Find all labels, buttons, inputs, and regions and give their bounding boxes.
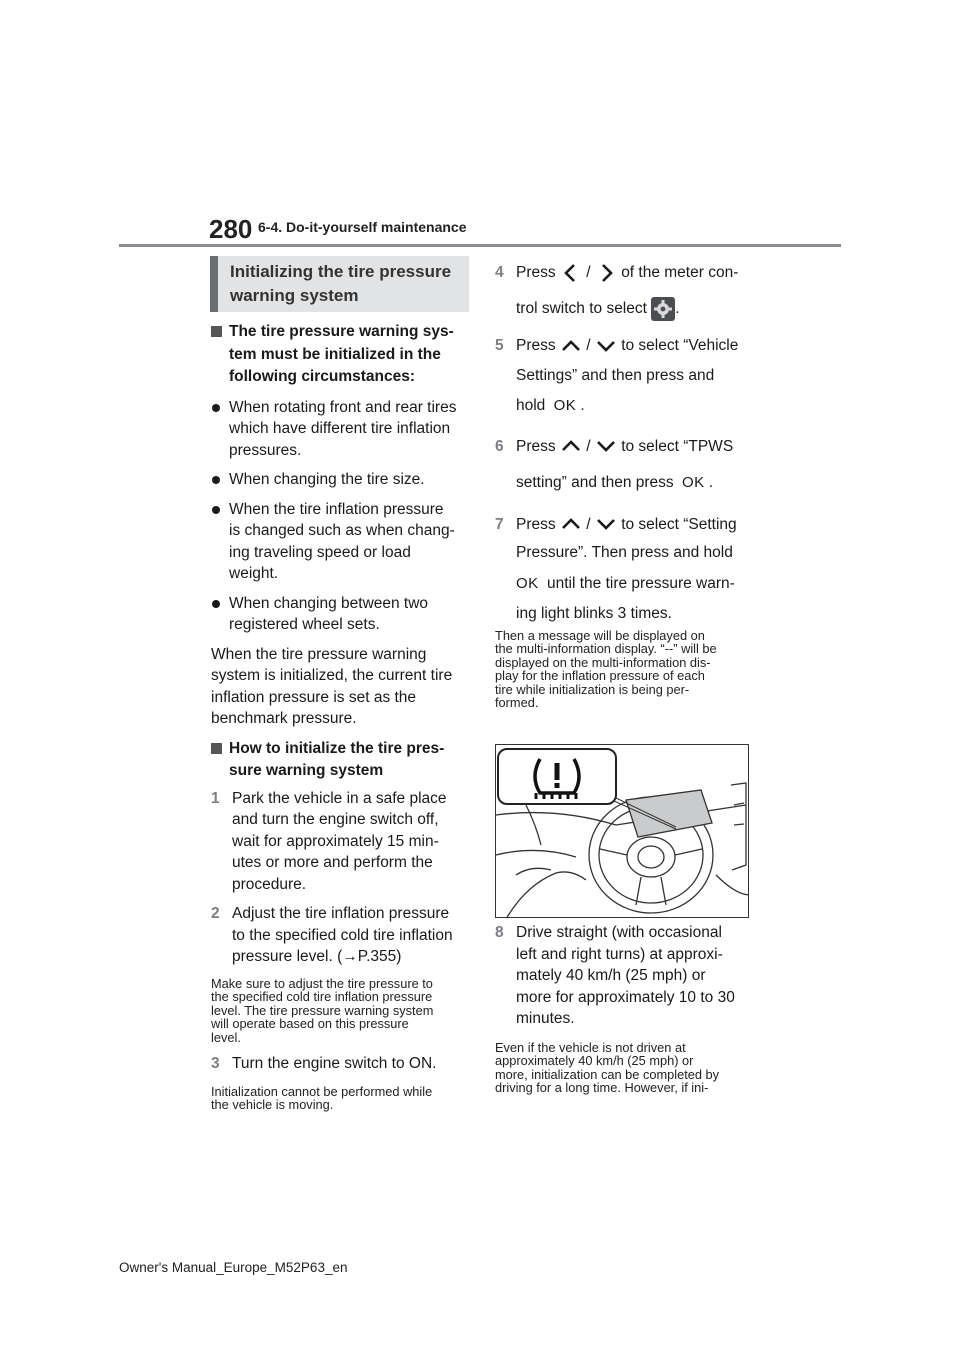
step-number: 5 <box>495 337 504 354</box>
text-fragment: pressure level. ( <box>232 948 343 965</box>
text-line: Adjust the tire inflation pressure <box>232 905 450 922</box>
dashboard-drawing <box>496 745 749 918</box>
text-fragment: trol switch to select <box>516 300 647 318</box>
step-number: 7 <box>495 515 504 533</box>
section-title: 6-4. Do-it-yourself maintenance <box>258 219 467 235</box>
text-line: displayed on the multi-information dis- <box>495 654 711 670</box>
meter-cluster <box>626 790 712 837</box>
text-line: Even if the vehicle is not driven at <box>495 1039 686 1055</box>
text-line <box>516 573 755 595</box>
right-column <box>495 262 755 710</box>
step-6 <box>495 436 755 494</box>
text-line: mately 40 km/h (25 mph) or <box>516 967 706 984</box>
text-fragment: Press <box>516 515 556 533</box>
ok-button-icon: OK <box>682 474 705 491</box>
note-step-3 <box>211 1085 469 1112</box>
text-line: Then a message will be displayed on <box>495 627 705 643</box>
text-fragment: . <box>580 397 585 414</box>
text-line: following circumstances: <box>229 368 416 385</box>
text-line: benchmark pressure. <box>211 710 357 727</box>
text-fragment: Press <box>516 264 556 282</box>
page-number: 280 <box>209 214 253 244</box>
left-column <box>211 321 469 1112</box>
text-fragment: to select “Setting <box>621 515 737 533</box>
text-line: When changing between two <box>229 594 429 612</box>
chevron-right-icon <box>595 262 617 284</box>
text-line: more, initialization can be completed by <box>495 1066 720 1082</box>
arrow-icon: → <box>342 948 358 965</box>
note-step-2 <box>211 977 469 1045</box>
chevron-left-icon <box>560 262 582 284</box>
footer-manual-id: Owner's Manual_Europe_M52P63_en <box>119 1260 348 1275</box>
step-number: 6 <box>495 437 504 455</box>
text-line: When the tire pressure warning <box>211 645 427 663</box>
paragraph <box>211 644 469 730</box>
ok-button-icon: OK <box>516 574 539 592</box>
text-line <box>516 262 755 286</box>
text-line: Park the vehicle in a safe place <box>232 789 447 807</box>
text-fragment: / <box>586 515 591 533</box>
step-3 <box>211 1053 469 1075</box>
note-step-7 <box>495 629 755 710</box>
topic-title-line1: Initializing the tire pressure <box>230 262 452 281</box>
tire-pressure-warning-icon <box>498 749 616 804</box>
text-line: ing traveling speed or load <box>229 543 411 561</box>
text-line: Initialization cannot be performed while <box>211 1083 433 1099</box>
text-fragment: ) <box>396 948 402 965</box>
text-fragment: / <box>586 437 591 455</box>
text-line: Make sure to adjust the tire pressure to <box>211 975 433 991</box>
text-line: is changed such as when chang- <box>229 522 455 539</box>
step-number: 3 <box>211 1055 220 1072</box>
text-fragment: setting” and then press <box>516 474 674 491</box>
step-number: 1 <box>211 789 220 807</box>
text-line: procedure. <box>232 875 307 893</box>
text-fragment: hold <box>516 397 546 414</box>
text-line: utes or more and perform the <box>232 854 433 871</box>
step-number: 8 <box>495 924 504 941</box>
text-line <box>516 472 755 494</box>
step-5 <box>495 335 755 417</box>
chevron-up-icon <box>560 338 582 354</box>
text-line: inflation pressure is set as the <box>211 688 417 706</box>
text-line: more for approximately 10 to 30 <box>516 988 735 1006</box>
text-line: When rotating front and rear tires <box>229 398 457 416</box>
text-fragment: until the tire pressure warn- <box>547 574 735 592</box>
text-fragment: / <box>586 264 591 282</box>
dashboard-illustration <box>495 744 749 918</box>
text-line: Turn the engine switch to ON. <box>232 1055 437 1072</box>
ok-button-icon: OK <box>553 397 577 414</box>
text-line: which have different tire inflation <box>229 420 451 437</box>
text-line <box>516 395 755 417</box>
text-line: minutes. <box>516 1010 575 1027</box>
text-fragment: of the meter con- <box>621 264 739 282</box>
topic-title-box <box>210 256 469 312</box>
step-number: 2 <box>211 905 220 922</box>
text-line <box>516 335 755 357</box>
page-reference-link[interactable]: P.355 <box>357 948 397 965</box>
text-line: When the tire inflation pressure <box>229 500 444 518</box>
subheading-circumstances <box>211 321 469 389</box>
bullet-item <box>211 499 469 585</box>
text-line <box>516 297 755 323</box>
text-line: play for the inflation pressure of each <box>495 668 705 683</box>
text-fragment: / <box>586 337 591 354</box>
text-fragment: Press <box>516 337 556 354</box>
text-fragment: to select “TPWS <box>621 437 734 455</box>
text-line: tire while initialization is being per- <box>495 681 690 697</box>
text-line: level. The tire pressure warning system <box>211 1002 434 1018</box>
text-line: The tire pressure warning sys- <box>229 323 454 340</box>
text-line <box>232 946 469 968</box>
step-7 <box>495 514 755 625</box>
text-line: approximately 40 km/h (25 mph) or <box>495 1053 694 1068</box>
text-line: the specified cold tire inflation pressure <box>211 989 433 1004</box>
text-line: How to initialize the tire pres- <box>229 739 445 757</box>
text-line: Drive straight (with occasional <box>516 924 722 941</box>
text-line: will operate based on this pressure <box>211 1016 409 1031</box>
step-8 <box>495 922 755 1030</box>
bullet-item <box>211 397 469 462</box>
text-line: tem must be initialized in the <box>229 345 441 363</box>
text-fragment: . <box>708 474 713 491</box>
text-line: sure warning system <box>229 762 384 779</box>
topic-title-line2: warning system <box>230 286 359 305</box>
note-step-8 <box>495 1041 755 1095</box>
text-fragment: Press <box>516 437 556 455</box>
subheading-how-to-initialize <box>211 738 469 783</box>
text-line: When changing the tire size. <box>229 471 425 488</box>
text-line: Pressure”. Then press and hold <box>516 544 733 561</box>
text-line: ing light blinks 3 times. <box>516 605 672 622</box>
text-line: left and right turns) at approxi- <box>516 945 723 963</box>
text-line <box>516 514 755 536</box>
bullet-item <box>211 469 469 491</box>
text-line: the multi-information display. “--” will be <box>495 641 717 656</box>
chevron-up-icon <box>560 516 582 532</box>
text-line: system is initialized, the current tire <box>211 667 453 684</box>
text-line: pressures. <box>229 441 302 459</box>
step-8-block <box>495 922 755 1095</box>
chevron-down-icon <box>595 338 617 354</box>
text-line: weight. <box>229 565 279 582</box>
step-1 <box>211 788 469 896</box>
text-line: formed. <box>495 695 539 710</box>
step-number: 4 <box>495 264 504 281</box>
text-line: Settings” and then press and <box>516 366 715 384</box>
chevron-down-icon <box>595 438 617 454</box>
step-4 <box>495 262 755 323</box>
chevron-down-icon <box>595 516 617 532</box>
text-line: the vehicle is moving. <box>211 1097 334 1112</box>
text-fragment: to select “Vehicle <box>621 337 739 354</box>
text-fragment: . <box>675 300 680 318</box>
text-line: and turn the engine switch off, <box>232 811 439 828</box>
settings-gear-icon <box>651 297 675 321</box>
text-line: driving for a long time. However, if ini- <box>495 1080 709 1095</box>
chevron-up-icon <box>560 438 582 454</box>
bullet-item <box>211 593 469 636</box>
text-line: level. <box>211 1029 241 1045</box>
text-line: wait for approximately 15 min- <box>232 832 439 850</box>
text-line: registered wheel sets. <box>229 616 380 633</box>
step-2 <box>211 903 469 968</box>
text-line: to the specified cold tire inflation <box>232 926 453 944</box>
text-line <box>516 436 755 458</box>
header-rule <box>119 244 841 247</box>
